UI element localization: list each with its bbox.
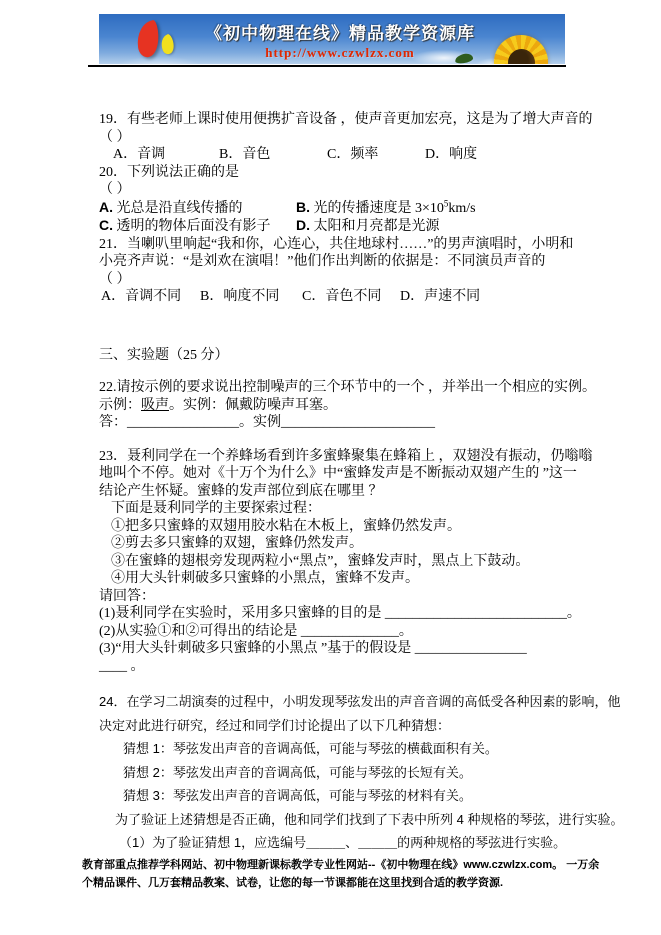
logo-yellow-flame-icon xyxy=(158,33,177,55)
q21-option-a: A．音调不同 xyxy=(101,289,182,304)
q23-step-1: ①把多只蜜蜂的双翅用胶水粘在木板上，蜜蜂仍然发声。 xyxy=(111,518,461,534)
q22-stem: 22.请按示例的要求说出控制噪声的三个环节中的一个 ，并举出一个相应的实例。 xyxy=(99,380,596,395)
q24-verify: 为了验证上述猜想是否正确，他和同学们找到了下表中所列 4 种规格的琴弦，进行实验。 xyxy=(115,811,624,827)
q19-answer-bracket: （ ） xyxy=(99,129,131,145)
site-banner xyxy=(99,14,565,64)
q21-answer-bracket: （ ） xyxy=(99,271,131,287)
q22-example xyxy=(99,397,566,415)
q22-answer-prefix: 答： xyxy=(99,415,127,430)
q20-option-b-label: B. xyxy=(296,198,310,215)
q23-stem-line2: 地叫个不停。她对《十万个为什么》中“蜜蜂发声是不断振动双翅产生的 ”这一 xyxy=(99,466,577,481)
q20-option-c xyxy=(99,217,296,236)
q20-option-b-text-post: km/s xyxy=(448,200,476,216)
q23-step-4: ④用大头针刺破多只蜜蜂的小黑点，蜜蜂不发声。 xyxy=(111,571,419,586)
q20-option-a-text: 光总是沿直线传播的 xyxy=(116,200,243,216)
q23-please-answer: 请回答： xyxy=(99,588,155,604)
footer-line2: 个精品课件、几万套精品教案、试卷，让您的每一节课都能在这里找到合适的教学资源. xyxy=(82,876,504,889)
q23-intro: 下面是聂利同学的主要探索过程： xyxy=(111,501,321,516)
q22-example-rest: 。实例：佩戴防噪声耳塞。 xyxy=(169,397,337,413)
q20-option-b-text-pre: 光的传播速度是 3×10 xyxy=(313,200,444,216)
q20-option-d-label: D. xyxy=(296,217,310,233)
q23-sub3: (3)“用大头针刺破多只蜜蜂的小黑点 ”基于的假设是 ________________ xyxy=(99,641,527,656)
q20-options-cd xyxy=(99,217,566,236)
q21-options xyxy=(99,288,566,306)
q20-option-c-text: 透明的物体后面没有影子 xyxy=(116,219,271,234)
q19-options xyxy=(99,146,566,164)
q21-option-c: C．音色不同 xyxy=(302,289,382,304)
q20-options-ab xyxy=(99,199,566,218)
q20-option-b xyxy=(296,197,476,216)
q20-option-d xyxy=(296,219,440,234)
q23-step-3: ③在蜜蜂的翅根旁发现两粒小“黑点”，蜜蜂发声时，黑点上下鼓动。 xyxy=(111,553,530,569)
q23-sub3-continued: ____ 。 xyxy=(99,658,145,674)
q21-stem-line2: 小亮齐声说：“是刘欢在演唱！”他们作出判断的依据是：不同演员声音的 xyxy=(99,254,546,269)
q24-stem-line2: 决定对此进行研究，经过和同学们讨论提出了以下几种猜想： xyxy=(99,717,451,733)
q24-stem-line1: 24．在学习二胡演奏的过程中，小明发现琴弦发出的声音音调的高低受各种因素的影响，他 xyxy=(99,694,621,709)
q21-option-d: D．声速不同 xyxy=(400,289,481,304)
q22-answer-mid: 。实例 xyxy=(239,415,281,430)
q23-stem-line3: 结论产生怀疑。蜜蜂的发声部位到底在哪里 ？ xyxy=(99,483,383,499)
q19-option-a: A．音调 xyxy=(113,147,166,162)
banner-url[interactable]: http://www.czwlzx.com xyxy=(265,45,415,60)
q23-sub1: (1)聂利同学在实验时，采用多只蜜蜂的目的是 __________________________。 xyxy=(99,606,581,621)
q22-answer-blank2: ______________________ xyxy=(281,415,435,430)
q20-option-a xyxy=(99,199,296,218)
section3-title: 三、实验题（25 分） xyxy=(99,347,229,363)
banner-text-block xyxy=(195,19,485,61)
q23-step-2: ②剪去多只蜜蜂的双翅，蜜蜂仍然发声。 xyxy=(111,536,363,551)
q24-guess-3: 猜想 3：琴弦发出声音的音调高低，可能与琴弦的材料有关。 xyxy=(123,788,472,803)
q20-option-a-label: A. xyxy=(99,198,113,215)
footer-note xyxy=(82,857,600,892)
q20-speed-exponent: 5 xyxy=(443,197,449,208)
banner-title: 《初中物理在线》精品教学资源库 xyxy=(205,24,475,43)
q19-stem: 19．有些老师上课时使用便携扩音设备 ，使声音更加宏亮，这是为了增大声音的 xyxy=(99,112,593,127)
q22-example-prefix: 示例： xyxy=(99,397,141,413)
q24-block xyxy=(99,690,624,855)
q22-answer-line xyxy=(99,414,566,432)
q24-sub1: （1）为了验证猜想 1，应选编号＿＿＿、＿＿＿的两种规格的琴弦进行实验。 xyxy=(119,835,567,850)
q22-answer-blank1: ________________ xyxy=(127,415,239,430)
q20-answer-bracket: （ ） xyxy=(99,182,131,197)
q24-guess-1: 猜想 1：琴弦发出声音的音调高低，可能与琴弦的横截面积有关。 xyxy=(123,741,498,756)
q21-option-b: B．响度不同 xyxy=(200,289,280,304)
q20-stem: 20．下列说法正确的是 xyxy=(99,164,239,180)
q23-stem-line1: 23．聂利同学在一个养蜂场看到许多蜜蜂聚集在蜂箱上 ，双翅没有振动，仍嗡嗡 xyxy=(99,448,593,464)
exam-content xyxy=(99,111,624,855)
q20-option-d-text: 太阳和月亮都是光源 xyxy=(313,219,440,234)
footer-line1: 教育部重点推荐学科网站、初中物理新课标教学专业性网站--《初中物理在线》www.czwlzx.com。 一万余 xyxy=(82,859,600,871)
logo-red-flame-icon xyxy=(135,20,162,59)
q21-stem-line1: 21．当喇叭里响起“我和你，心连心，共住地球村……”的男声演唱时，小明和 xyxy=(99,236,574,252)
header-divider xyxy=(88,65,566,67)
q22-example-underlined: 吸声 xyxy=(141,397,169,413)
q20-option-c-label: C. xyxy=(99,217,113,233)
q19-option-c: C．频率 xyxy=(327,147,379,162)
q19-option-d: D．响度 xyxy=(425,147,478,162)
q23-sub2: (2)从实验①和②可得出的结论是 ______________。 xyxy=(99,623,413,639)
q19-option-b: B．音色 xyxy=(219,147,271,162)
q24-guess-2: 猜想 2：琴弦发出声音的音调高低，可能与琴弦的长短有关。 xyxy=(123,764,472,780)
